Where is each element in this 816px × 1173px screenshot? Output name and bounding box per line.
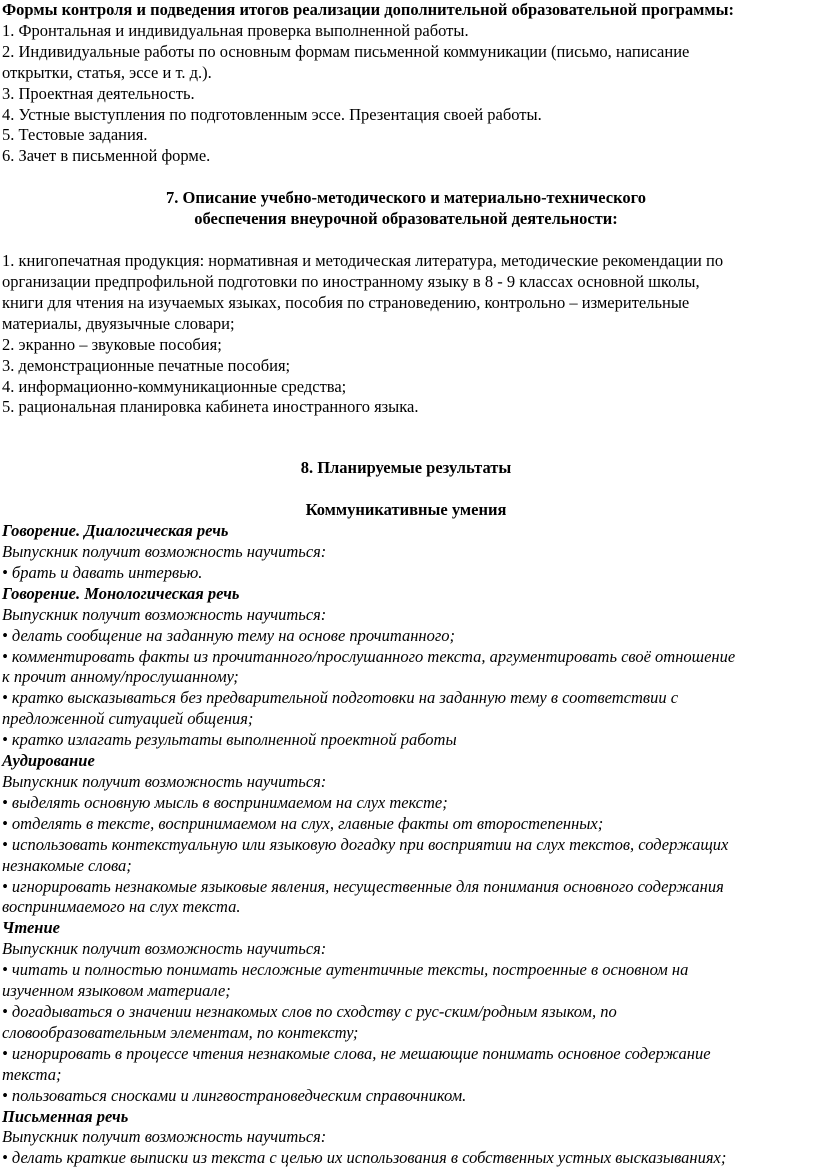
skill-line: текста; <box>2 1064 62 1084</box>
forms-heading: Формы контроля и подведения итогов реализации дополнительной образовательной программы: <box>2 0 735 19</box>
skill-heading: Письменная речь <box>2 1106 129 1126</box>
skill-heading: Говорение. Монологическая речь <box>2 583 240 603</box>
forms-item: 3. Проектная деятельность. <box>2 83 195 103</box>
skill-line: • отделять в тексте, воспринимаемом на слух, главные факты от второстепенных; <box>2 813 604 833</box>
skill-line: • кратко излагать результаты выполненной проектной работы <box>2 730 457 750</box>
skill-intro: Выпускник получит возможность научиться: <box>2 772 327 791</box>
forms-item: открытки, статья, эссе и т. д.). <box>2 62 212 82</box>
skill-line: незнакомые слова; <box>2 855 132 875</box>
section7-item: 3. демонстрационные печатные пособия; <box>2 355 291 375</box>
skill-line: • брать и давать интервью. <box>2 562 203 582</box>
spacer <box>2 167 810 188</box>
skill-intro: Выпускник получит возможность научиться: <box>2 1127 327 1147</box>
skill-line: к прочит анному/прослушанному; <box>2 667 239 687</box>
section7-item: 5. рациональная планировка кабинета иностранного языка. <box>2 397 419 417</box>
skill-line: • выделять основную мысль в воспринимаемом на слух тексте; <box>2 792 448 812</box>
spacer <box>2 418 810 458</box>
section8-title: 8. Планируемые результаты <box>300 458 512 478</box>
skill-line: воспринимаемого на слух текста. <box>2 897 241 917</box>
skill-line: • комментировать факты из прочитанного/прослушанного текста, аргументировать своё отношение <box>2 646 736 666</box>
forms-item: 5. Тестовые задания. <box>2 125 148 145</box>
forms-item: 4. Устные выступления по подготовленным эссе. Презентация своей работы. <box>2 104 542 124</box>
skill-line: словообразовательным элементам, по контексту; <box>2 1022 359 1042</box>
skill-line: • делать краткие выписки из текста с целью их использования в собственных устных высказываниях; <box>2 1148 727 1168</box>
skill-heading: Говорение. Диалогическая речь <box>2 521 229 541</box>
skill-line: • читать и полностью понимать несложные аутентичные тексты, построенные в основном на <box>2 960 689 980</box>
skill-line: • делать сообщение на заданную тему на основе прочитанного; <box>2 625 456 645</box>
skill-line: • пользоваться сносками и лингвострановедческим справочником. <box>2 1085 467 1105</box>
section7-item: 2. экранно – звуковые пособия; <box>2 334 222 354</box>
section7-item: организации предпрофильной подготовки по иностранному языку в 8 - 9 классах основной школы, <box>2 271 700 291</box>
section8-subtitle: Коммуникативные умения <box>305 500 507 520</box>
section7-item: 4. информационно-коммуникационные средства; <box>2 376 347 396</box>
section7-title: 7. Описание учебно-методического и материально-технического <box>166 188 646 208</box>
skill-heading: Чтение <box>2 918 60 938</box>
forms-item: 1. Фронтальная и индивидуальная проверка выполненной работы. <box>2 20 469 40</box>
spacer <box>2 479 810 500</box>
section7-title: обеспечения внеурочной образовательной деятельности: <box>194 209 618 229</box>
skill-heading: Аудирование <box>2 751 95 771</box>
skill-line: предложенной ситуацией общения; <box>2 709 254 729</box>
skill-intro: Выпускник получит возможность научиться: <box>2 604 327 624</box>
skill-line: изученном языковом материале; <box>2 981 231 1001</box>
section7-item: книги для чтения на изучаемых языках, пособия по страноведению, контрольно – измерительные <box>2 292 690 312</box>
forms-item: 2. Индивидуальные работы по основным формам письменной коммуникации (письмо, написание <box>2 41 690 61</box>
section7-item: 1. книгопечатная продукция: нормативная и методическая литература, методические рекомендации по <box>2 251 724 271</box>
section7-item: материалы, двуязычные словари; <box>2 313 235 333</box>
forms-item: 6. Зачет в письменной форме. <box>2 146 211 166</box>
skill-line: • использовать контекстуальную или языковую догадку при восприятии на слух текстов, содержащих <box>2 834 729 854</box>
skill-line: • кратко высказываться без предварительной подготовки на заданную тему в соответствии с <box>2 688 679 708</box>
spacer <box>2 230 810 251</box>
skill-intro: Выпускник получит возможность научиться: <box>2 542 327 562</box>
skill-line: • игнорировать в процессе чтения незнакомые слова, не мешающие понимать основное содержание <box>2 1043 711 1063</box>
skill-line: • игнорировать незнакомые языковые явления, несущественные для понимания основного содержания <box>2 876 724 896</box>
skill-intro: Выпускник получит возможность научиться: <box>2 939 327 959</box>
skill-line: • догадываться о значении незнакомых слов по сходству с рус-ским/родным языком, по <box>2 1001 617 1021</box>
